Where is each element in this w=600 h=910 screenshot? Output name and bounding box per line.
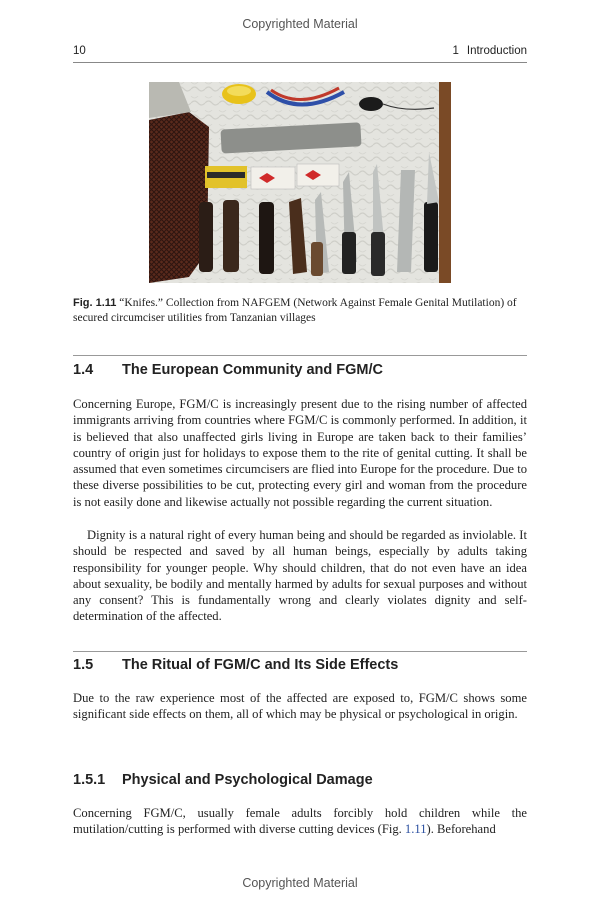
paragraph-1-5-1 [73,805,527,838]
paragraph-text-before: Concerning FGM/C, usually female adults forcibly hold children while the mutilation/cutting is performed with diverse cutting devices (Fig. [73,806,527,837]
figure-reference-link[interactable]: 1.11 [404,822,427,837]
subsection-number: 1.5.1 [73,772,106,788]
paragraph-1-4-a: Concerning Europe, FGM/C is increasingly present due to the rising number of affected immigrants arriving from countries where FGM/C is commonly performed. In addition, it is believed that also unaffected girls living in Europe are taken back to their families’ country of origin just for holidays to expose them to the rite of genital cutting. It shall be assumed that even sometimes circumcisers are flied into Europe for the procedure. Due to these diverse possibilities to be cut, protecting every girl and woman from the procedure is not easily done and likewise actually not possible regarding the current situation. [73,397,527,509]
paragraph-1-5: Due to the raw experience most of the affected are exposed to, FGM/C shows some significant side effects on them, all of which may be physical or psychological in origin. [73,691,527,722]
paragraph-text: Dignity is a natural right of every human being and should be regarded as inviolable. It should be respected and saved by all human beings, especially by adults taking responsibility for younger people. Why should children, that do not even have an idea about sexuality, be bodily and mentally harmed by adults for sexual purposes and without any consent? This is fundamentally wrong and clearly violates dignity and self-determination of the affected. [73,528,527,624]
section-title: The European Community and FGM/C [122,362,384,378]
section-heading-1-4 [73,362,528,378]
paragraph-text-after: ). Beforehand [426,822,496,837]
section-heading-1-5 [73,657,528,673]
section-title: The Ritual of FGM/C and Its Side Effects [122,657,399,673]
chapter-header [452,45,527,57]
black-pouch [359,97,383,111]
chapter-number: 1 [452,45,459,57]
figure-caption [73,296,528,326]
figure-knives-photo [149,82,451,283]
knives-illustration [149,82,451,283]
watermark-top: Copyrighted Material [242,17,358,31]
section-divider-1-4 [73,355,527,356]
watermark-bottom: Copyrighted Material [242,876,358,890]
figure-caption-text: “Knifes.” Collection from NAFGEM (Network Against Female Genital Mutilation) of secured circumciser utilities from Tanzanian villages [73,297,517,324]
subsection-heading-1-5-1 [73,772,528,788]
section-number: 1.5 [73,657,94,673]
running-head [73,45,527,63]
chapter-title: Introduction [466,45,527,57]
wooden-frame [439,82,451,283]
section-divider-1-5 [73,651,527,652]
page-number: 10 [73,45,86,57]
paragraph-1-4-b [73,527,527,625]
figure-label: Fig. 1.11 [73,297,117,309]
section-number: 1.4 [73,362,94,378]
subsection-title: Physical and Psychological Damage [122,772,373,788]
